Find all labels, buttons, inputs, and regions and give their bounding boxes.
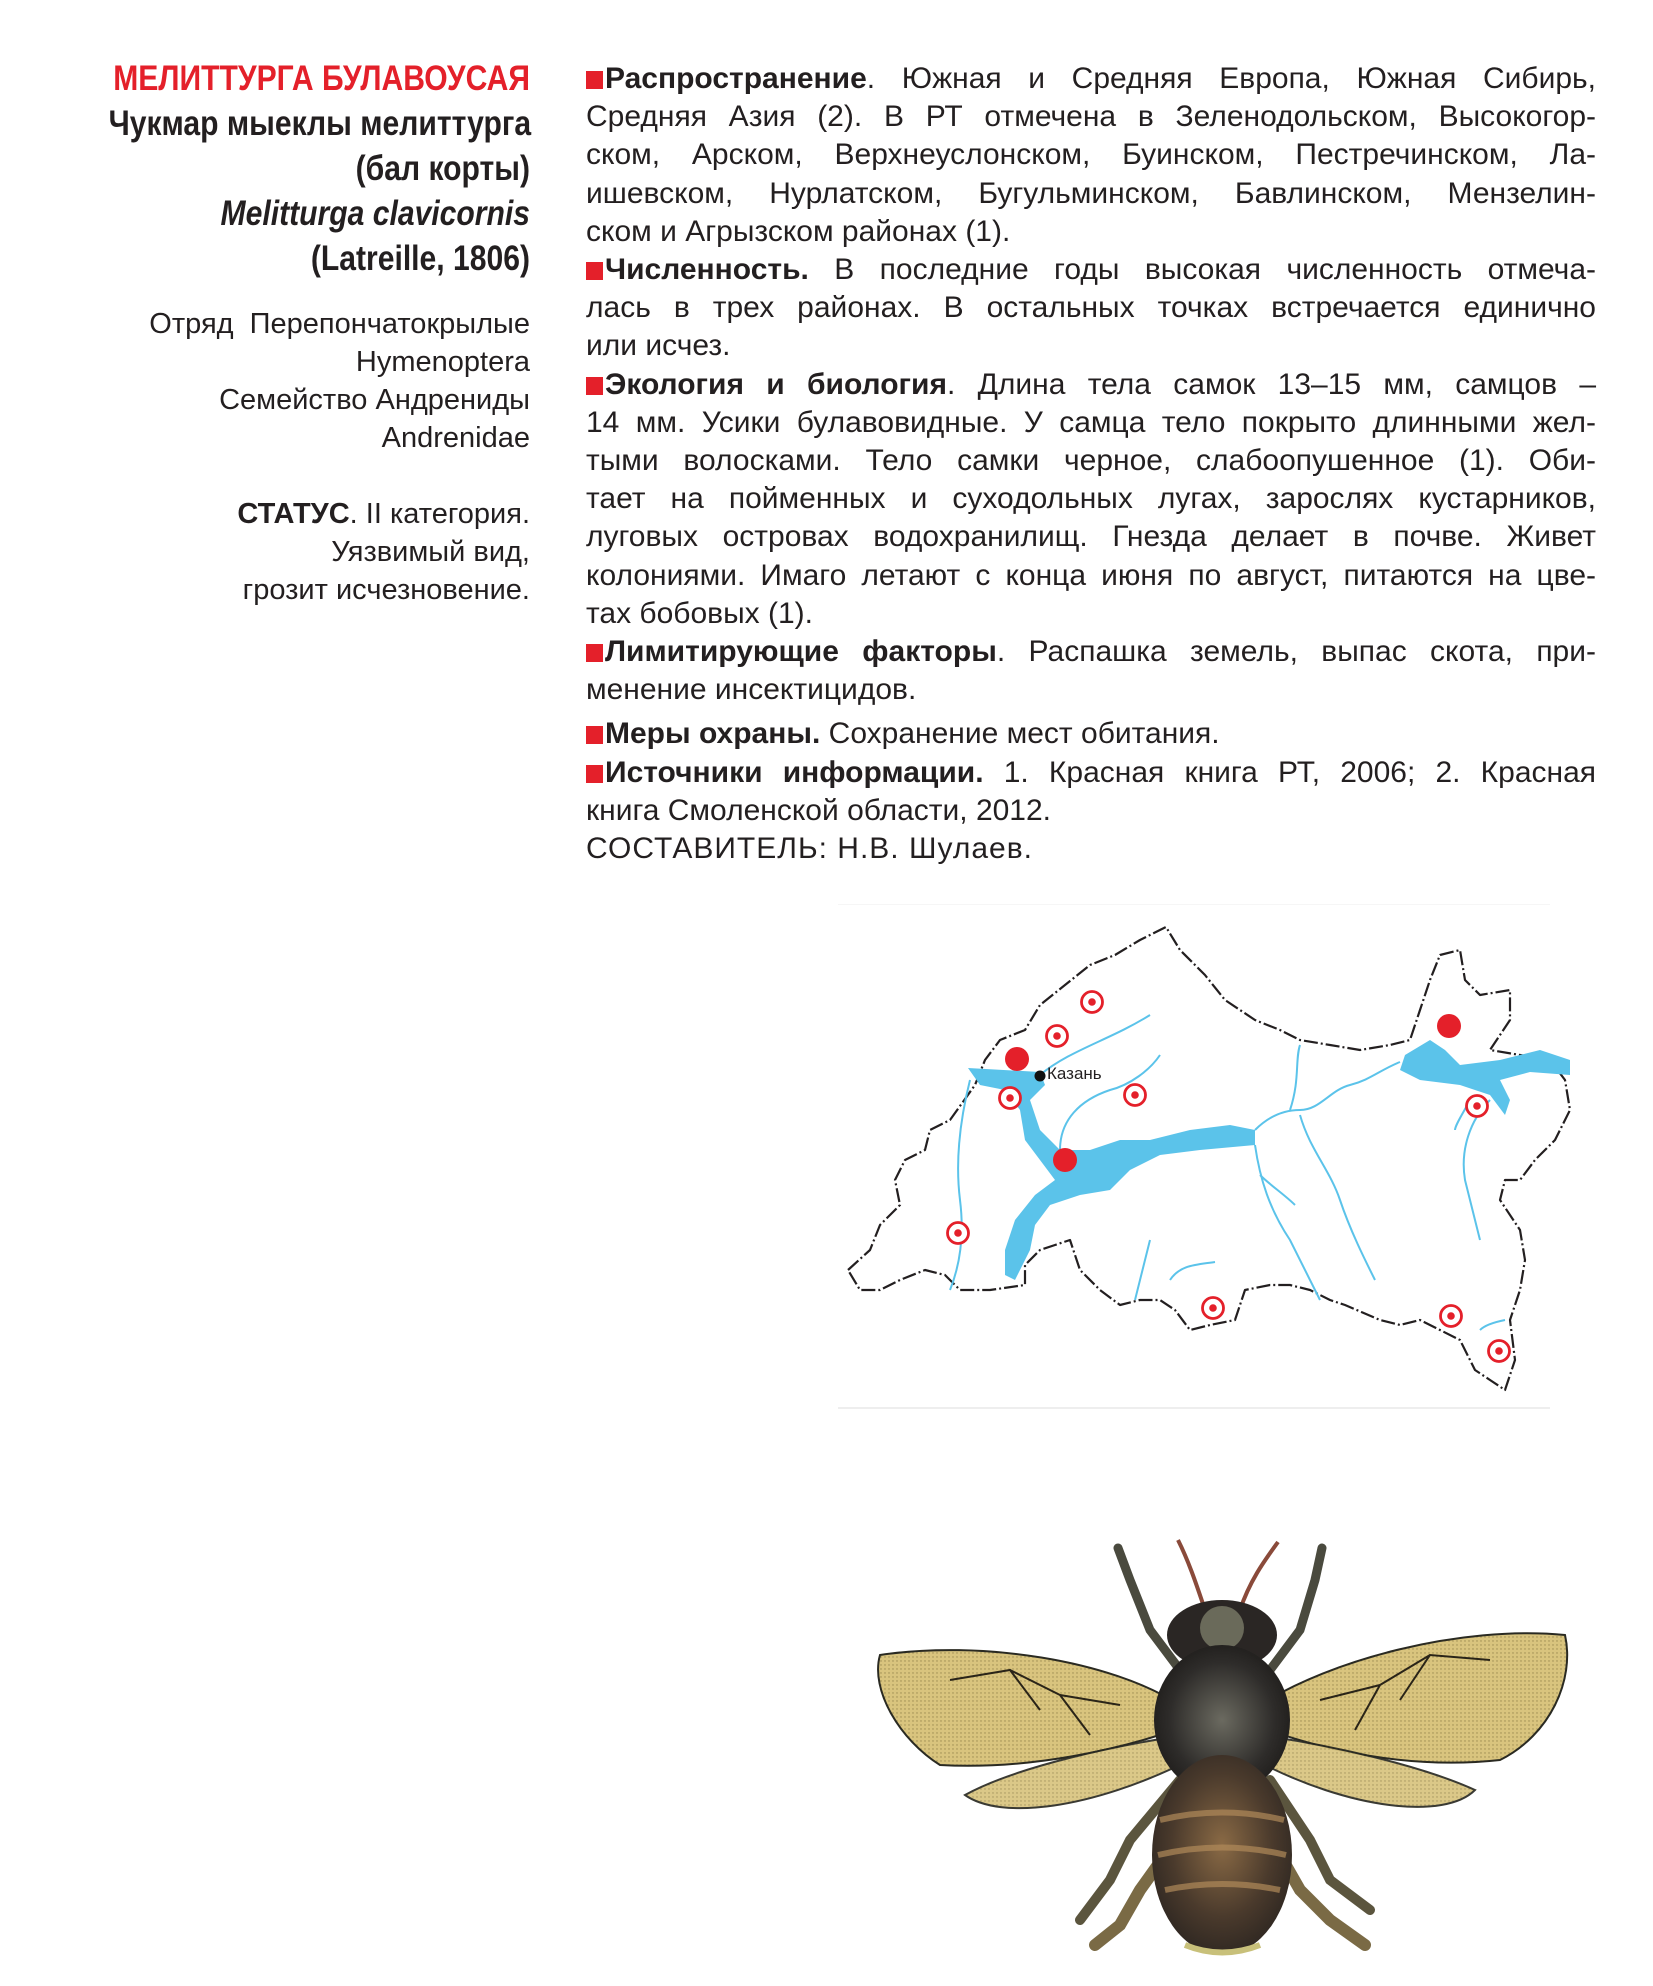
distribution-map: [830, 900, 1590, 1420]
river: [950, 1080, 970, 1290]
species-name-latin: Melitturga clavicornis: [220, 194, 530, 233]
section-text: колониями. Имаго летают с конца июня по август, питаются на цве-: [586, 558, 1596, 592]
section-sources: [586, 754, 1596, 830]
historical-record-marker-dot: [1209, 1304, 1217, 1312]
antenna-right: [1240, 1542, 1278, 1610]
recent-record-marker: [1437, 1014, 1461, 1038]
species-name-tatar-sub: (бал корты): [355, 149, 530, 188]
text-line: [586, 289, 1596, 327]
river: [1290, 1045, 1300, 1110]
text-line: [586, 404, 1596, 442]
text-line: [586, 251, 1596, 289]
text-line: [586, 595, 1596, 633]
section-text: лась в трех районах. В остальных точках встречается единично: [586, 291, 1596, 325]
red-square-bullet-icon: [586, 71, 603, 89]
section-text: книга Смоленской области, 2012.: [586, 793, 1052, 827]
section-abundance: [586, 251, 1596, 366]
river: [1135, 1240, 1150, 1300]
species-name-ru: МЕЛИТТУРГА БУЛАВОУСАЯ: [113, 59, 531, 98]
text-line: [586, 480, 1596, 518]
map-bottom-rule: [838, 1407, 1550, 1409]
text-line: [586, 633, 1596, 671]
text-line: [586, 136, 1596, 174]
river: [1170, 1262, 1215, 1280]
section-label: Экология и биология: [605, 367, 947, 401]
historical-record-marker-dot: [1495, 1347, 1503, 1355]
historical-record-marker-dot: [1447, 1312, 1455, 1320]
red-square-bullet-icon: [586, 377, 603, 395]
section-text: Сохранение мест обитания.: [820, 717, 1220, 751]
section-label: Источники информации.: [605, 755, 984, 789]
order-line: Отряд Перепончатокрылые: [149, 308, 530, 340]
section-text: тыми волосками. Тело самки черное, слабоопушенное (1). Оби-: [586, 444, 1596, 478]
historical-record-marker-dot: [1131, 1091, 1139, 1099]
section-text: ском и Агрызском районах (1).: [586, 214, 1011, 248]
order-latin: Hymenoptera: [355, 346, 530, 378]
kazan-city-dot: [1035, 1071, 1046, 1082]
red-square-bullet-icon: [586, 262, 603, 280]
river: [1255, 1145, 1320, 1300]
city-label-kazan: Казань: [1047, 1064, 1102, 1083]
section-text: луговых островах водохранилищ. Гнезда делает в почве. Живет: [586, 520, 1596, 554]
bee-drawing: [860, 1520, 1580, 1960]
status-category: . II категория.: [349, 498, 530, 530]
leg-front-right: [1270, 1548, 1322, 1670]
section-text: . Длина тела самок 13–15 мм, самцов –: [946, 367, 1596, 401]
section-text: или исчез.: [586, 329, 731, 363]
section-text: В последние годы высокая численность отмеча-: [808, 253, 1596, 287]
section-label: Меры охраны.: [605, 717, 821, 751]
leg-front-left: [1118, 1548, 1180, 1670]
river: [1480, 1320, 1505, 1330]
historical-record-marker-dot: [1006, 1094, 1014, 1102]
section-text: 14 мм. Усики булавовидные. У самца тело покрыто длинными жел-: [586, 405, 1596, 439]
bee-illustration: [860, 1520, 1580, 1960]
status-line-2: Уязвимый вид,: [331, 536, 530, 568]
section-ecology: [586, 366, 1596, 633]
section-text: . Южная и Средняя Европа, Южная Сибирь,: [866, 62, 1596, 95]
river: [1464, 1100, 1490, 1240]
text-line: [586, 442, 1596, 480]
text-line: [586, 366, 1596, 404]
recent-record-marker: [1053, 1148, 1077, 1172]
section-protection-measures: [586, 715, 1596, 753]
text-line: [586, 327, 1596, 365]
red-square-bullet-icon: [586, 765, 603, 783]
family-latin: Andrenidae: [381, 422, 530, 454]
text-line: [586, 557, 1596, 595]
section-text: тах бобовых (1).: [586, 596, 813, 630]
section-text: . Распашка земель, выпас скота, при-: [996, 635, 1596, 669]
text-line: [586, 792, 1596, 830]
species-author: (Latreille, 1806): [310, 239, 530, 278]
bee-abdomen: [1152, 1755, 1292, 1955]
text-line: [586, 518, 1596, 556]
red-square-bullet-icon: [586, 644, 603, 662]
status-line-3: грозит исчезновение.: [242, 574, 530, 606]
antenna-left: [1178, 1540, 1205, 1610]
text-line: [586, 98, 1596, 136]
family-line: Семейство Андрениды: [219, 384, 530, 416]
section-text: Средняя Азия (2). В РТ отмечена в Зеленодольском, Высокогор-: [586, 100, 1596, 134]
text-line: [586, 754, 1596, 792]
status-line-1: [40, 495, 530, 533]
section-distribution: [586, 60, 1596, 251]
section-label: Численность.: [605, 253, 809, 287]
text-line: [586, 60, 1596, 98]
status-block: [40, 495, 530, 609]
section-text: тает на пойменных и суходольных лугах, зарослях кустарников,: [586, 482, 1596, 516]
section-text: ском, Арском, Верхнеуслонском, Буинском, Пестречинском, Ла-: [586, 138, 1596, 172]
status-label: СТАТУС: [237, 498, 350, 530]
section-text: 1. Красная книга РТ, 2006; 2. Красная: [983, 755, 1596, 789]
recent-record-marker: [1005, 1047, 1029, 1071]
taxonomy-block: [40, 305, 530, 457]
section-label: Лимитирующие факторы: [605, 635, 997, 669]
section-text: ишевском, Нурлатском, Бугульминском, Бавлинском, Мензелин-: [586, 176, 1596, 210]
bee-face: [1200, 1606, 1244, 1650]
historical-record-marker-dot: [1088, 998, 1096, 1006]
river: [1255, 1062, 1400, 1130]
species-description: [586, 60, 1596, 868]
text-line: [586, 715, 1596, 753]
section-limiting-factors: [586, 633, 1596, 709]
species-header: [40, 56, 530, 609]
text-line: [586, 175, 1596, 213]
historical-record-marker-dot: [1053, 1032, 1061, 1040]
river: [1300, 1115, 1375, 1280]
red-square-bullet-icon: [586, 726, 603, 744]
distribution-map-svg: [830, 900, 1590, 1420]
section-text: менение инсектицидов.: [586, 673, 917, 707]
section-label: Распространение: [605, 62, 867, 95]
compiler-credit: СОСТАВИТЕЛЬ: Н.В. Шулаев.: [586, 832, 1033, 866]
historical-record-marker-dot: [954, 1229, 962, 1237]
text-line: [586, 213, 1596, 251]
historical-record-marker-dot: [1473, 1102, 1481, 1110]
text-line: [586, 671, 1596, 709]
species-name-tatar: Чукмар мыеклы мелиттурга: [108, 104, 532, 143]
